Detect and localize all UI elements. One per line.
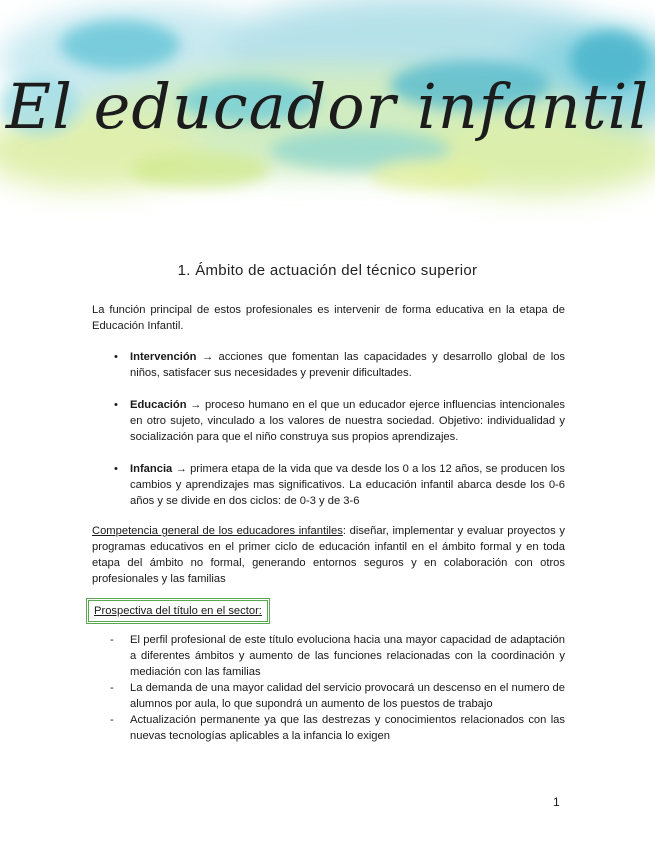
definition-text: primera etapa de la vida que va desde los 0 a los 12 años, se producen los cambios y aprendizajes mas significativos. La educación infantil abarca desde los 0-6 años y se divide en dos ciclos: de 0-3 y de 3-6 — [130, 463, 565, 507]
definition-term: Educación — [130, 399, 187, 411]
definition-item — [92, 349, 565, 381]
competencia-label: Competencia general de los educadores infantiles — [92, 525, 343, 537]
definition-text: acciones que fomentan las capacidades y desarrollo global de los niños, satisfacer sus necesidades y prevenir dificultades. — [130, 351, 566, 379]
dash-icon: - — [110, 682, 114, 694]
bullet-icon: • — [114, 399, 118, 411]
page-number: 1 — [553, 795, 560, 809]
definition-term: Infancia — [130, 463, 173, 475]
arrow-icon: → — [175, 463, 187, 475]
competencia-paragraph — [92, 523, 565, 587]
arrow-icon: → — [190, 399, 202, 411]
arrow-icon: → — [201, 351, 214, 363]
definition-term: Intervención — [130, 351, 197, 363]
prospectiva-item — [92, 680, 565, 712]
definition-item — [92, 397, 565, 445]
bullet-icon: • — [114, 463, 118, 475]
prospectiva-item — [92, 712, 565, 744]
competencia-text: : diseñar, implementar y evaluar proyectos y programas educativos en el primer ciclo de educación infantil en el ámbito formal y en toda etapa del ámbito no formal, generando entornos seguros y en colaboración con otros profesionales y las familias — [92, 525, 565, 585]
section-heading: 1. Ámbito de actuación del técnico superior — [177, 262, 478, 279]
prospectiva-heading: Prospectiva del título en el sector: — [94, 605, 262, 617]
definition-list — [92, 349, 565, 525]
definition-item — [92, 461, 565, 509]
dash-icon: - — [110, 714, 114, 726]
prospectiva-item-text: La demanda de una mayor calidad del servicio provocará un descenso en el numero de alumnos por aula, lo que supondrá un aumento de los puestos de trabajo — [130, 682, 565, 710]
bullet-icon: • — [114, 351, 118, 363]
dash-icon: - — [110, 634, 114, 646]
prospectiva-item-text: Actualización permanente ya que las destrezas y conocimientos relacionados con las nuevas tecnologías aplicables a la infancia lo exigen — [130, 714, 565, 742]
prospectiva-list — [92, 632, 565, 744]
intro-paragraph: La función principal de estos profesionales es intervenir de forma educativa en la etapa de Educación Infantil. — [92, 304, 565, 332]
prospectiva-item — [92, 632, 565, 680]
prospectiva-item-text: El perfil profesional de este título evoluciona hacia una mayor capacidad de adaptación a diferentes ámbitos y aumento de las funciones relacionadas con la coordinación y mediación con las familias — [130, 634, 565, 678]
prospectiva-heading-box — [86, 598, 270, 624]
definition-text: proceso humano en el que un educador ejerce influencias intencionales en otro sujeto, vinculado a los valores de nuestra sociedad. Objetivo: individualidad y socialización para que el niño construya sus propios aprendizajes. — [130, 399, 566, 443]
main-title: El educador infantil — [5, 70, 650, 143]
